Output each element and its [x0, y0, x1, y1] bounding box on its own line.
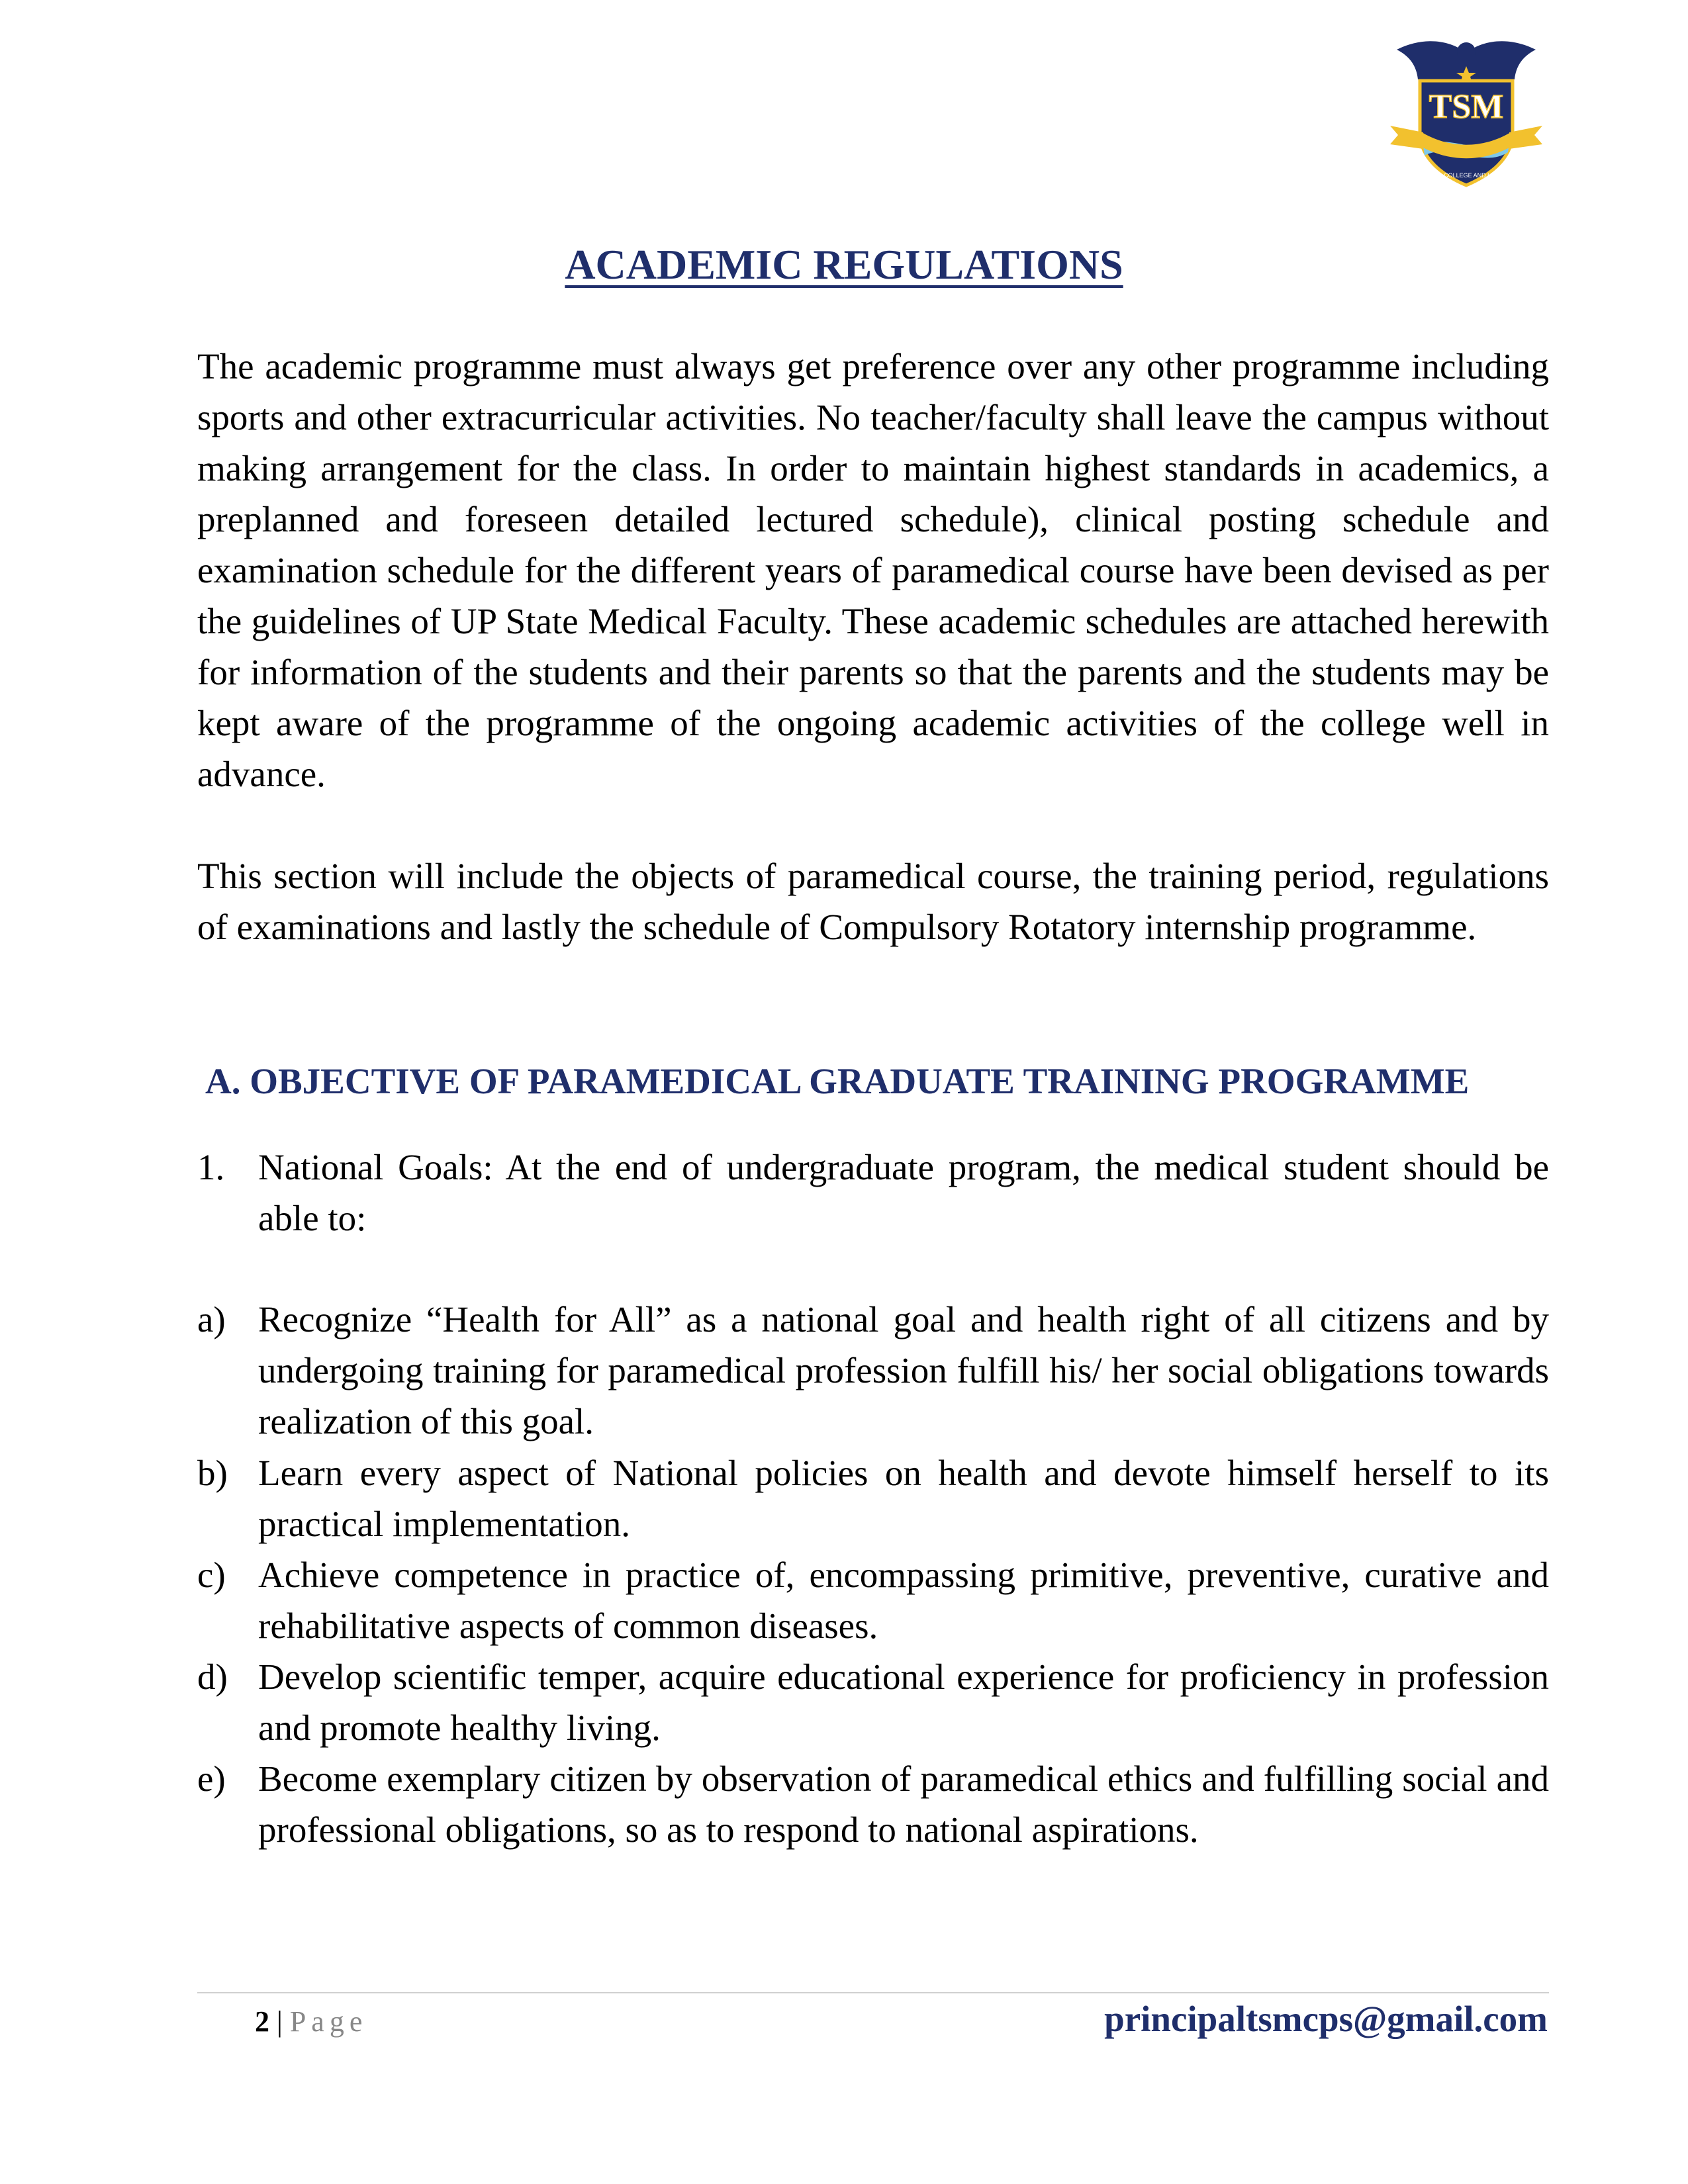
list-item-text: National Goals: At the end of undergraduate program, the medical student should be able to: [258, 1147, 1549, 1238]
list-item [197, 1142, 1549, 1244]
page-separator: | [277, 2005, 283, 2038]
list-item-text: Become exemplary citizen by observation of paramedical ethics and fulfilling social and professional obligations, so as to respond to national aspirations. [258, 1758, 1549, 1850]
list-item [197, 1549, 1549, 1651]
section-heading: A. OBJECTIVE OF PARAMEDICAL GRADUATE TRAINING PROGRAMME [205, 1061, 1470, 1101]
list-item-text: Learn every aspect of National policies on health and devote himself herself to its practical implementation. [258, 1453, 1549, 1544]
college-logo [1383, 33, 1549, 199]
list-item [197, 1294, 1549, 1447]
page-title: ACADEMIC REGULATIONS [565, 241, 1123, 288]
list-item-text: Achieve competence in practice of, encompassing primitive, preventive, curative and rehabilitative aspects of common diseases. [258, 1555, 1549, 1646]
page-label: Page [289, 2005, 368, 2038]
eagle-head-shape [1457, 42, 1476, 61]
list-marker: a) [197, 1299, 226, 1340]
list-item [197, 1447, 1549, 1549]
list-marker: b) [197, 1453, 228, 1493]
list-marker: 1. [197, 1147, 225, 1187]
list-marker: c) [197, 1555, 226, 1595]
svg-text:MEDICAL COLLEGE AND HOSPITAL: MEDICAL COLLEGE AND HOSPITAL [1415, 172, 1517, 179]
intro-paragraph: The academic programme must always get preference over any other programme including sports and other extracurricular activities. No teacher/faculty shall leave the campus without making arrangement for the class. In order to maintain highest standards in academics, a preplanned and foreseen detailed lectured schedule), clinical posting schedule and examination schedule for the different years of paramedical course have been devised as per the guidelines of UP State Medical Faculty. These academic schedules are attached herewith for information of the students and their parents so that the parents and the students may be kept aware of the programme of the ongoing academic activities of the college well in advance. [197, 346, 1549, 794]
list-item [197, 1651, 1549, 1753]
section-summary-paragraph: This section will include the objects of paramedical course, the training period, regulations of examinations and lastly the schedule of Compulsory Rotatory internship programme. [197, 856, 1549, 947]
page-number [255, 1999, 367, 2045]
list-item-text: Recognize “Health for All” as a national goal and health right of all citizens and by undergoing training for paramedical profession fulfill his/ her social obligations towards realization of this goal. [258, 1299, 1549, 1441]
svg-text:TSM: TSM [1429, 88, 1504, 126]
page-number-value: 2 [255, 2005, 269, 2038]
list-marker: d) [197, 1657, 228, 1697]
list-item [197, 1753, 1549, 1855]
list-marker: e) [197, 1758, 226, 1799]
list-item-text: Develop scientific temper, acquire educational experience for proficiency in profession and promote healthy living. [258, 1657, 1549, 1748]
contact-email: principaltsmcps@gmail.com [1104, 1999, 1548, 2039]
